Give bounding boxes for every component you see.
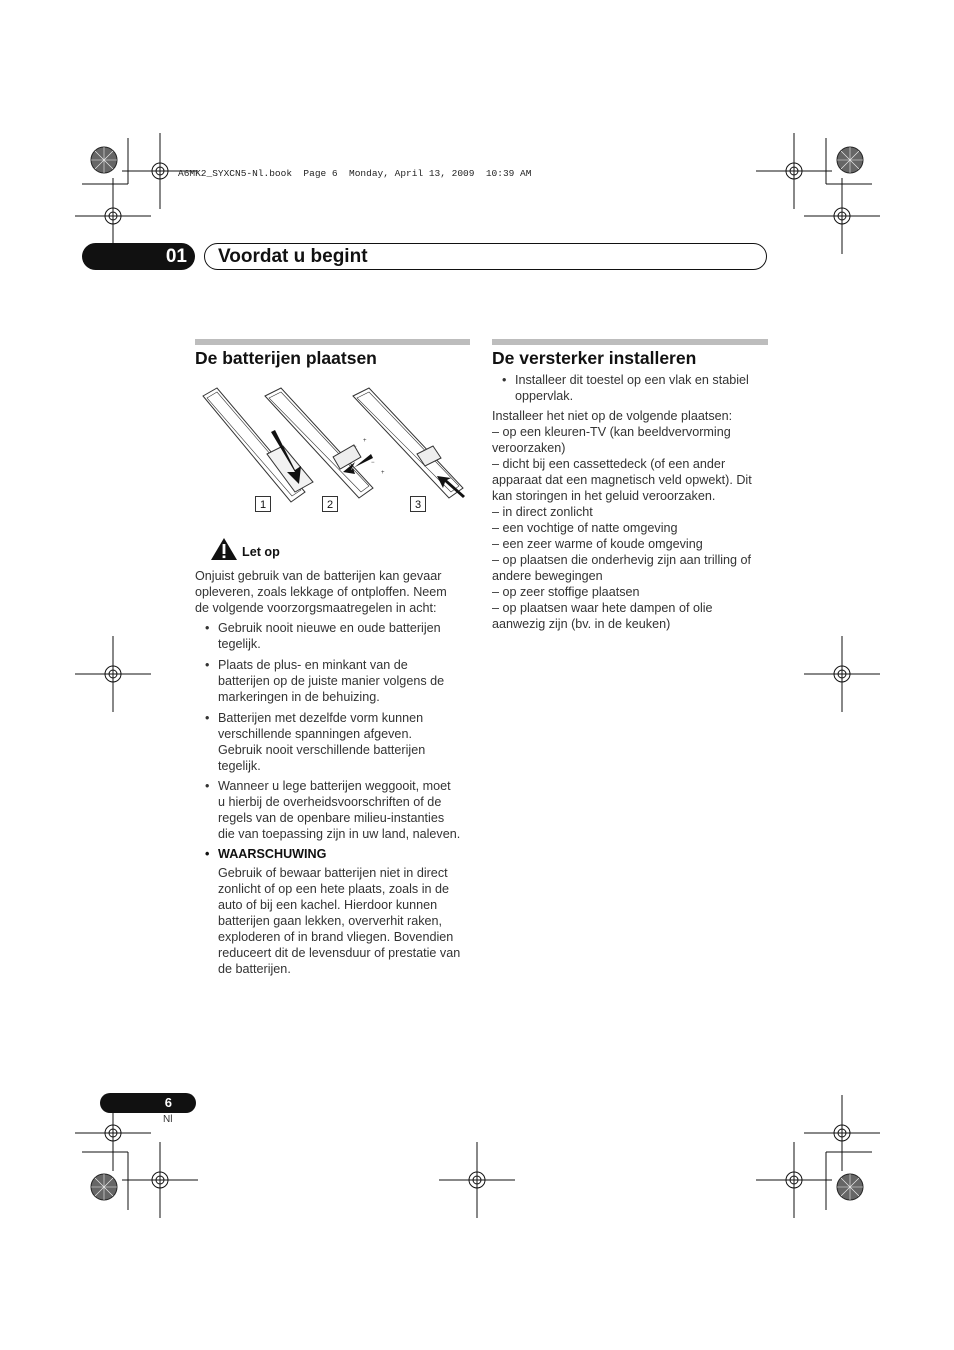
svg-text:−: − bbox=[353, 444, 357, 450]
caution-text bbox=[195, 568, 470, 616]
text-line: tegelijk. bbox=[218, 637, 261, 651]
text-line: oppervlak. bbox=[515, 389, 574, 403]
bullet-dot: • bbox=[205, 621, 210, 635]
warning-block bbox=[205, 846, 478, 977]
text-line: exploderen of in brand vliegen. Bovendien bbox=[218, 930, 454, 944]
installation-bullet bbox=[502, 372, 770, 404]
text-line: verschillende spanningen afgeven. bbox=[218, 727, 412, 741]
text-line: Installeer het niet op de volgende plaatsen: bbox=[492, 409, 733, 423]
section-bar-left bbox=[195, 339, 470, 345]
text-line: andere bewegingen bbox=[492, 569, 603, 583]
text-line: – een vochtige of natte omgeving bbox=[492, 521, 678, 535]
text-line: auto of bij een kachel. Hierdoor kunnen bbox=[218, 898, 438, 912]
caution-bullet-2 bbox=[205, 657, 473, 705]
text-line: – dicht bij een cassettedeck (of een ander bbox=[492, 457, 726, 471]
text-line: reduceert dit de levensduur of prestatie van bbox=[218, 946, 461, 960]
text-line: Gebruik nooit nieuwe en oude batterijen bbox=[218, 621, 441, 635]
step-2-box: 2 bbox=[322, 496, 338, 512]
svg-text:+: + bbox=[363, 438, 367, 444]
section-title-batteries: De batterijen plaatsen bbox=[195, 348, 377, 368]
text-line: u hierbij de overheidsvoorschriften of de bbox=[218, 795, 442, 809]
bullet-dot: • bbox=[502, 373, 507, 387]
text-line: – op een kleuren-TV (kan beeldvervorming bbox=[492, 425, 731, 439]
bullet-dot: • bbox=[205, 847, 210, 861]
step-1-box: 1 bbox=[255, 496, 271, 512]
page-number: 6 bbox=[100, 1093, 196, 1113]
text-line: veroorzaken) bbox=[492, 441, 566, 455]
text-line: regels van de openbare milieu-instanties bbox=[218, 811, 445, 825]
text-line: Plaats de plus- en minkant van de bbox=[218, 658, 408, 672]
bullet-dot: • bbox=[205, 658, 210, 672]
caution-title: Let op bbox=[242, 545, 280, 559]
text-line: – een zeer warme of koude omgeving bbox=[492, 537, 703, 551]
text-line: – op plaatsen waar hete dampen of olie bbox=[492, 601, 713, 615]
text-line: zonlicht of op een hete plaats, zoals in de bbox=[218, 882, 450, 896]
chapter-number: 01 bbox=[82, 243, 195, 270]
language-code: Nl bbox=[163, 1114, 173, 1125]
text-line: batterijen op de juiste manier volgens de bbox=[218, 674, 445, 688]
text-line: markeringen in de behuizing. bbox=[218, 690, 380, 704]
warning-triangle-icon bbox=[210, 537, 238, 561]
text-line: – op zeer stoffige plaatsen bbox=[492, 585, 640, 599]
caution-bullet-3 bbox=[205, 710, 473, 774]
caution-bullet-1 bbox=[205, 620, 473, 652]
text-line: tegelijk. bbox=[218, 759, 261, 773]
text-line: Gebruik of bewaar batterijen niet in direct bbox=[218, 866, 448, 880]
bullet-dot: • bbox=[205, 711, 210, 725]
text-line: opleveren, zoals lekkage of ontploffen. Neem bbox=[195, 585, 447, 599]
bullet-dot: • bbox=[205, 779, 210, 793]
text-line: – in direct zonlicht bbox=[492, 505, 593, 519]
text-line: apparaat dat een magnetisch veld opwekt). Dit bbox=[492, 473, 752, 487]
svg-text:−: − bbox=[371, 460, 375, 466]
text-line: aanwezig zijn (bv. in de keuken) bbox=[492, 617, 671, 631]
text-line: de volgende voorzorgsmaatregelen in acht: bbox=[195, 601, 437, 615]
section-bar-right bbox=[492, 339, 768, 345]
text-line: kan storingen in het geluid veroorzaken. bbox=[492, 489, 716, 503]
chapter-title: Voordat u begint bbox=[218, 246, 368, 267]
warning-title: WAARSCHUWING bbox=[218, 847, 327, 861]
caution-bullet-4 bbox=[205, 778, 478, 842]
text-line: Gebruik nooit verschillende batterijen bbox=[218, 743, 426, 757]
section-title-installation: De versterker installeren bbox=[492, 348, 697, 368]
step-3-box: 3 bbox=[410, 496, 426, 512]
book-info: A6MK2_SYXCN5-Nl.book Page 6 Monday, April 13, 2009 10:39 AM bbox=[178, 168, 532, 179]
text-line: Installeer dit toestel op een vlak en stabiel bbox=[515, 373, 749, 387]
text-line: batterijen gaan lekken, oververhit raken, bbox=[218, 914, 443, 928]
svg-text:+: + bbox=[381, 470, 385, 476]
installation-text bbox=[492, 408, 772, 632]
text-line: Wanneer u lege batterijen weggooit, moet bbox=[218, 779, 451, 793]
text-line: Onjuist gebruik van de batterijen kan gevaar bbox=[195, 569, 442, 583]
battery-illustration bbox=[195, 384, 470, 514]
text-line: die van toepassing zijn in uw land, naleven. bbox=[218, 827, 461, 841]
text-line: de batterijen. bbox=[218, 962, 291, 976]
text-line: – op plaatsen die onderhevig zijn aan trilling of bbox=[492, 553, 752, 567]
text-line: Batterijen met dezelfde vorm kunnen bbox=[218, 711, 424, 725]
